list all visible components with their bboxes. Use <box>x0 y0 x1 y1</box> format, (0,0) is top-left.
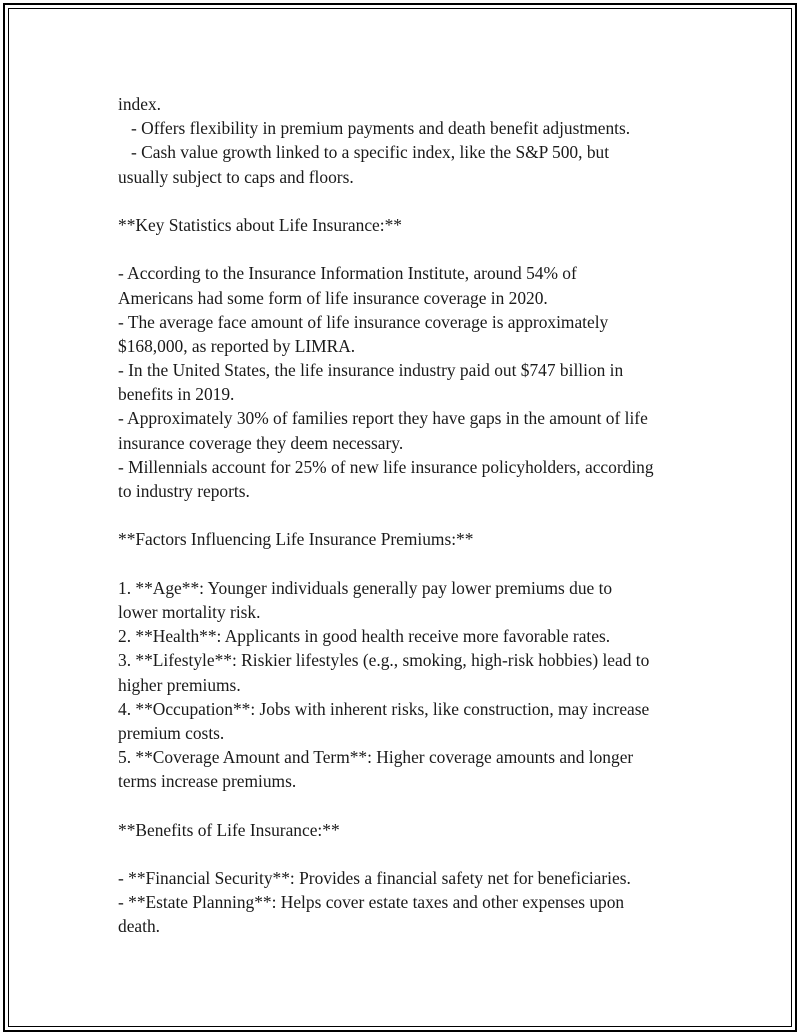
text-line: - **Financial Security**: Provides a financial safety net for beneficiaries. <box>118 868 631 888</box>
text-line: 5. **Coverage Amount and Term**: Higher coverage amounts and longer <box>118 747 634 768</box>
text-line: - According to the Insurance Information Institute, around 54% of <box>118 263 577 284</box>
section-heading: **Benefits of Life Insurance:** <box>118 819 340 840</box>
text-line: benefits in 2019. <box>118 384 235 405</box>
text-line: death. <box>118 916 161 937</box>
text-line: $168,000, as reported by LIMRA. <box>118 335 356 356</box>
section-heading: **Key Statistics about Life Insurance:** <box>118 214 402 235</box>
blank-line <box>118 503 698 527</box>
text-line: 1. **Age**: Younger individuals generally pay lower premiums due to <box>118 577 613 598</box>
section-heading: **Factors Influencing Life Insurance Premiums:** <box>118 529 474 550</box>
text-line: terms increase premiums. <box>118 771 297 792</box>
text-line: to industry reports. <box>118 481 250 501</box>
blank-line <box>118 237 698 261</box>
text-line: insurance coverage they deem necessary. <box>118 432 404 453</box>
text-line: - **Estate Planning**: Helps cover estate taxes and other expenses upon <box>118 892 625 913</box>
text-line: higher premiums. <box>118 674 241 695</box>
text-line: - Approximately 30% of families report they have gaps in the amount of life <box>118 408 648 429</box>
blank-line <box>118 552 698 576</box>
text-line: 4. **Occupation**: Jobs with inherent risks, like construction, may increase <box>118 698 650 719</box>
text-line: - Offers flexibility in premium payments and death benefit adjustments. <box>118 118 631 139</box>
text-line: 2. **Health**: Applicants in good health receive more favorable rates. <box>118 626 611 647</box>
text-line: 3. **Lifestyle**: Riskier lifestyles (e.g., smoking, high-risk hobbies) lead to <box>118 650 650 671</box>
text-line: premium costs. <box>118 722 225 743</box>
text-line: - Millennials account for 25% of new life insurance policyholders, according <box>118 456 654 477</box>
text-line: - In the United States, the life insurance industry paid out $747 billion in <box>118 360 624 381</box>
text-line: index. <box>118 94 161 114</box>
text-line: Americans had some form of life insurance coverage in 2020. <box>118 287 548 308</box>
text-line: - The average face amount of life insurance coverage is approximately <box>118 311 609 332</box>
text-line: lower mortality risk. <box>118 601 261 622</box>
text-line: - Cash value growth linked to a specific index, like the S&P 500, but <box>118 142 610 163</box>
blank-line <box>118 793 698 817</box>
document-body <box>118 92 698 939</box>
blank-line <box>118 842 698 866</box>
text-line: usually subject to caps and floors. <box>118 166 354 187</box>
blank-line <box>118 189 698 213</box>
